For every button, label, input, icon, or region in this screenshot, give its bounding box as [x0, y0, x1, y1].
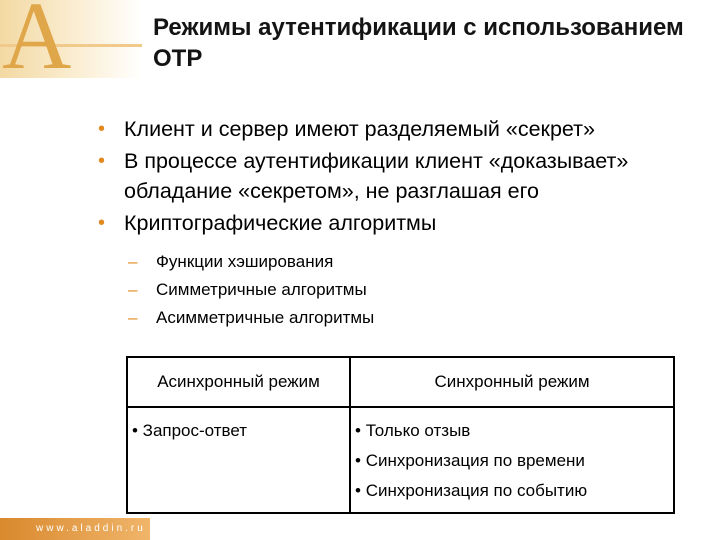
- bullet-item: [98, 208, 708, 238]
- sub-bullet-item: [98, 248, 708, 276]
- slide-title: Режимы аутентификации с использованием OTP: [153, 14, 684, 72]
- footer-url: www.aladdin.ru: [36, 523, 146, 534]
- bullet-text: Клиент и сервер имеют разделяемый «секрет»: [124, 117, 595, 141]
- sub-bullet-item: [98, 276, 708, 304]
- bullet-item: [98, 146, 708, 206]
- sub-bullet-text: Асимметричные алгоритмы: [156, 308, 375, 327]
- sub-bullet-item: [98, 304, 708, 332]
- bullet-list: [98, 114, 708, 332]
- sync-item: • Синхронизация по событию: [355, 481, 588, 500]
- bullet-icon: •: [98, 150, 106, 172]
- bullet-icon: •: [98, 212, 106, 234]
- modes-table: [126, 356, 675, 514]
- bullet-text: Криптографические алгоритмы: [124, 211, 437, 235]
- dash-icon: –: [128, 308, 138, 327]
- sub-bullet-list: [98, 248, 708, 332]
- sub-bullet-text: Функции хэширования: [156, 252, 334, 271]
- dash-icon: –: [128, 280, 138, 299]
- sync-header: Синхронный режим: [350, 357, 674, 407]
- sync-item: • Только отзыв: [355, 421, 471, 440]
- async-item: • Запрос-ответ: [132, 421, 248, 440]
- bullet-icon: •: [98, 118, 106, 140]
- sub-bullet-text: Симметричные алгоритмы: [156, 280, 367, 299]
- bullet-item: [98, 114, 708, 144]
- dash-icon: –: [128, 252, 138, 271]
- sync-item: • Синхронизация по времени: [355, 451, 585, 470]
- sync-cell: [350, 407, 674, 513]
- bullet-text: В процессе аутентификации клиент «доказывает» обладание «секретом», не разглашая его: [124, 149, 629, 203]
- logo-panel: [0, 0, 142, 78]
- async-header: Асинхронный режим: [127, 357, 350, 407]
- aladdin-logo-icon: A: [2, 0, 72, 78]
- async-cell: [127, 407, 350, 513]
